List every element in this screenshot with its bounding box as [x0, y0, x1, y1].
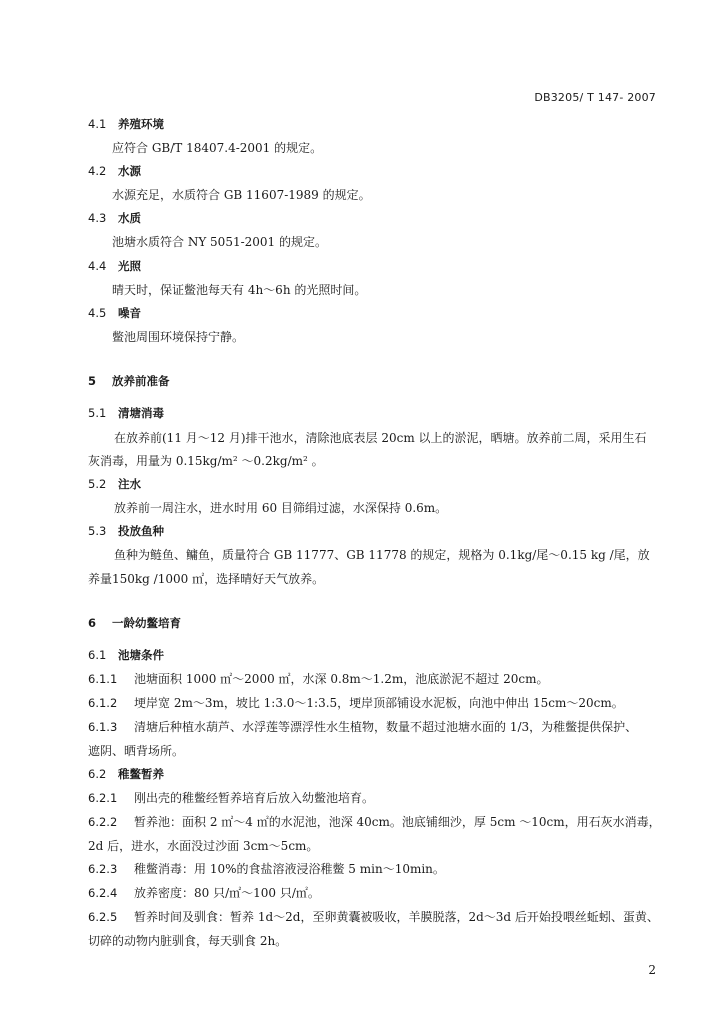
- paragraph-6-2-3: [88, 860, 445, 877]
- heading-title: 一龄幼鳖培育: [112, 616, 181, 630]
- paragraph-5-1-line2: 灰消毒，用量为 0.15kg/m² ～0.2kg/m² 。: [88, 454, 324, 468]
- clause-number: 6.2.2: [88, 815, 118, 829]
- clause-number: 6.2.3: [88, 862, 118, 876]
- heading-title: 投放鱼种: [118, 524, 164, 538]
- heading-title: 水源: [118, 164, 141, 178]
- heading-number: 5.2: [88, 477, 107, 491]
- heading-number: 5.3: [88, 524, 107, 538]
- clause-text: 稚鳖消毒：用 10%的食盐溶液浸浴稚鳖 5 min～10min。: [134, 862, 445, 876]
- heading-title: 注水: [118, 477, 141, 491]
- heading-6-2: [88, 766, 164, 782]
- clause-text: 刚出壳的稚鳖经暂养培育后放入幼鳖池培育。: [134, 791, 375, 805]
- clause-text: 清塘后种植水葫芦、水浮莲等漂浮性水生植物，数量不超过池塘水面的 1/3，为稚鳖提供保护、: [134, 720, 638, 734]
- heading-4-5: [88, 305, 141, 321]
- heading-4-3: [88, 210, 141, 226]
- clause-number: 6.2.1: [88, 791, 118, 805]
- heading-number: 4.3: [88, 211, 107, 225]
- heading-5: [88, 373, 170, 389]
- paragraph-6-2-5-line1: [88, 908, 659, 925]
- clause-number: 6.2.5: [88, 910, 118, 924]
- paragraph-4-1: 应符合 GB/T 18407.4-2001 的规定。: [112, 141, 323, 155]
- heading-number: 5: [88, 374, 97, 388]
- paragraph-6-1-1: [88, 670, 548, 687]
- heading-number: 4.2: [88, 164, 107, 178]
- paragraph-6-2-1: [88, 789, 374, 806]
- clause-text: 暂养时间及驯食：暂养 1d～2d，至卵黄囊被吸收，羊膜脱落，2d～3d 后开始投喂丝蚯蚓、蛋黄、: [134, 910, 659, 924]
- clause-number: 6.1.3: [88, 720, 118, 734]
- heading-title: 池塘条件: [118, 648, 164, 662]
- page-number: 2: [648, 963, 656, 977]
- clause-text: 池塘面积 1000 ㎡～2000 ㎡，水深 0.8m～1.2m，池底淤泥不超过 20cm。: [134, 672, 549, 686]
- paragraph-4-4: 晴天时，保证鳖池每天有 4h～6h 的光照时间。: [112, 283, 367, 297]
- clause-text: 暂养池：面积 2 ㎡～4 ㎡的水泥池，池深 40cm。池底铺细沙，厚 5cm ～10cm，用石灰水消毒，: [134, 815, 661, 829]
- paragraph-6-2-2-line1: [88, 813, 661, 830]
- paragraph-4-5: 鳖池周围环境保持宁静。: [112, 330, 245, 344]
- paragraph-4-2: 水源充足，水质符合 GB 11607-1989 的规定。: [112, 188, 371, 202]
- standard-code: DB3205/ T 147- 2007: [534, 91, 656, 104]
- heading-number: 6.1: [88, 648, 107, 662]
- paragraph-5-1-line1: 在放养前(11 月～12 月)排干池水，清除池底表层 20cm 以上的淤泥，晒塘。放养前二周，采用生石: [114, 431, 647, 445]
- clause-number: 6.1.2: [88, 696, 118, 710]
- paragraph-6-2-2-line2: 2d 后，进水，水面没过沙面 3cm～5cm。: [88, 839, 319, 853]
- heading-title: 稚鳖暂养: [118, 767, 164, 781]
- heading-5-1: [88, 405, 164, 421]
- heading-4-1: [88, 116, 164, 132]
- paragraph-5-2: 放养前一周注水，进水时用 60 目筛绢过滤，水深保持 0.6m。: [114, 501, 448, 515]
- clause-text: 放养密度：80 只/㎡～100 只/㎡。: [134, 886, 320, 900]
- heading-title: 水质: [118, 211, 141, 225]
- heading-5-3: [88, 523, 164, 539]
- paragraph-5-3-line1: 鱼种为鲢鱼、鳙鱼，质量符合 GB 11777、GB 11778 的规定，规格为 0.1kg/尾～0.15 kg /尾，放: [114, 548, 650, 562]
- heading-title: 清塘消毒: [118, 406, 164, 420]
- heading-number: 6: [88, 616, 97, 630]
- heading-4-4: [88, 258, 141, 274]
- paragraph-6-1-3-line1: [88, 718, 637, 735]
- heading-5-2: [88, 476, 141, 492]
- clause-number: 6.1.1: [88, 672, 118, 686]
- paragraph-6-2-4: [88, 884, 320, 901]
- heading-title: 噪音: [118, 306, 141, 320]
- heading-6: [88, 615, 181, 631]
- heading-number: 6.2: [88, 767, 107, 781]
- heading-number: 4.5: [88, 306, 107, 320]
- heading-number: 5.1: [88, 406, 107, 420]
- paragraph-6-1-2: [88, 694, 624, 711]
- heading-title: 光照: [118, 259, 141, 273]
- paragraph-4-3: 池塘水质符合 NY 5051-2001 的规定。: [112, 235, 327, 249]
- heading-4-2: [88, 163, 141, 179]
- clause-number: 6.2.4: [88, 886, 118, 900]
- heading-number: 4.4: [88, 259, 107, 273]
- paragraph-6-2-5-line2: 切碎的动物内脏驯食，每天驯食 2h。: [88, 934, 288, 948]
- heading-number: 4.1: [88, 117, 107, 131]
- paragraph-6-1-3-line2: 遮阴、晒背场所。: [88, 744, 185, 758]
- clause-text: 埂岸宽 2m～3m，坡比 1:3.0～1:3.5，埂岸顶部铺设水泥板，向池中伸出 15cm～20cm。: [134, 696, 624, 710]
- paragraph-5-3-line2: 养量150kg /1000 ㎡，选择晴好天气放养。: [88, 572, 325, 586]
- heading-title: 放养前准备: [112, 374, 170, 388]
- heading-title: 养殖环境: [118, 117, 164, 131]
- heading-6-1: [88, 647, 164, 663]
